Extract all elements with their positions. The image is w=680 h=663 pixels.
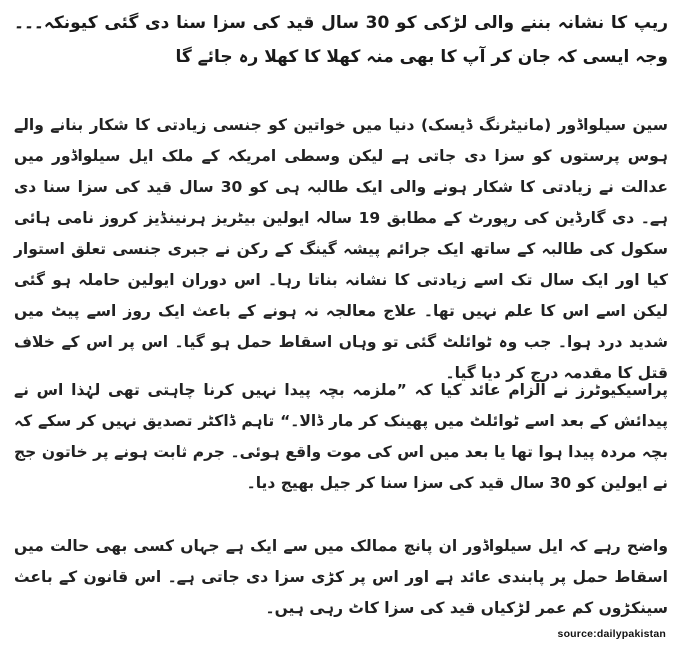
source-credit: source:dailypakistan (557, 628, 666, 640)
article-headline: ریپ کا نشانہ بننے والی لڑکی کو 30 سال قید کی سزا سنا دی گئی کیونکہ۔۔۔ وجہ ایسی کہ جان کر آپ کا بھی منہ کھلا کا کھلا رہ جائے گا (14, 13, 669, 67)
article-paragraph-2: پراسیکیوٹرز نے الزام عائد کیا کہ ”ملزمہ بچہ پیدا نہیں کرنا چاہتی تھی لہٰذا اس نے پیدائش کے بعد اسے ٹوائلٹ میں پھینک کر مار ڈالا۔“ تاہم ڈاکٹر تصدیق نہیں کر سکے کہ بچہ مردہ پیدا ہوا تھا یا بعد میں اس کی موت واقع ہوئی۔ جرم ثابت ہونے پر خاتون جج نے ایولین کو 30 سال قید کی سزا سنا کر جیل بھیج دیا۔ (14, 381, 668, 492)
article-paragraph-1: سین سیلواڈور (مانیٹرنگ ڈیسک) دنیا میں خواتین کو جنسی زیادتی کا شکار بنانے والے ہوس پرستوں کو سزا دی جاتی ہے لیکن وسطی امریکہ کے ملک ایل سیلواڈور میں عدالت نے زیادتی کا شکار ہونے والی ایک طالبہ ہی کو 30 سال قید کی سزا سنا دی ہے۔ دی گارڈین کی رپورٹ کے مطابق 19 سالہ ایولین بیٹریز ہرنینڈیز کروز نامی ہائی سکول کی طالبہ کے ساتھ ایک جرائم پیشہ گینگ کے رکن نے جبری جنسی تعلق استوار کیا اور ایک سال تک اسے زیادتی کا نشانہ بناتا رہا۔ اس دوران ایولین حاملہ ہو گئی لیکن اسے اس کا علم نہیں تھا۔ علاج معالجہ نہ ہونے کے باعث ایک روز اسے پیٹ میں شدید درد ہوا۔ جب وہ ٹوائلٹ گئی تو وہاں اسقاط حمل ہو گیا۔ اس پر اس کے خلاف قتل کا مقدمہ درج کر دیا گیا۔ (14, 116, 668, 382)
article-paragraph-3: واضح رہے کہ ایل سیلواڈور ان پانچ ممالک میں سے ایک ہے جہاں کسی بھی حالت میں اسقاط حمل پر پابندی عائد ہے اور اس پر کڑی سزا دی جاتی ہے۔ اس قانون کے باعث سینکڑوں کم عمر لڑکیاں قید کی سزا کاٹ رہی ہیں۔ (14, 537, 668, 617)
